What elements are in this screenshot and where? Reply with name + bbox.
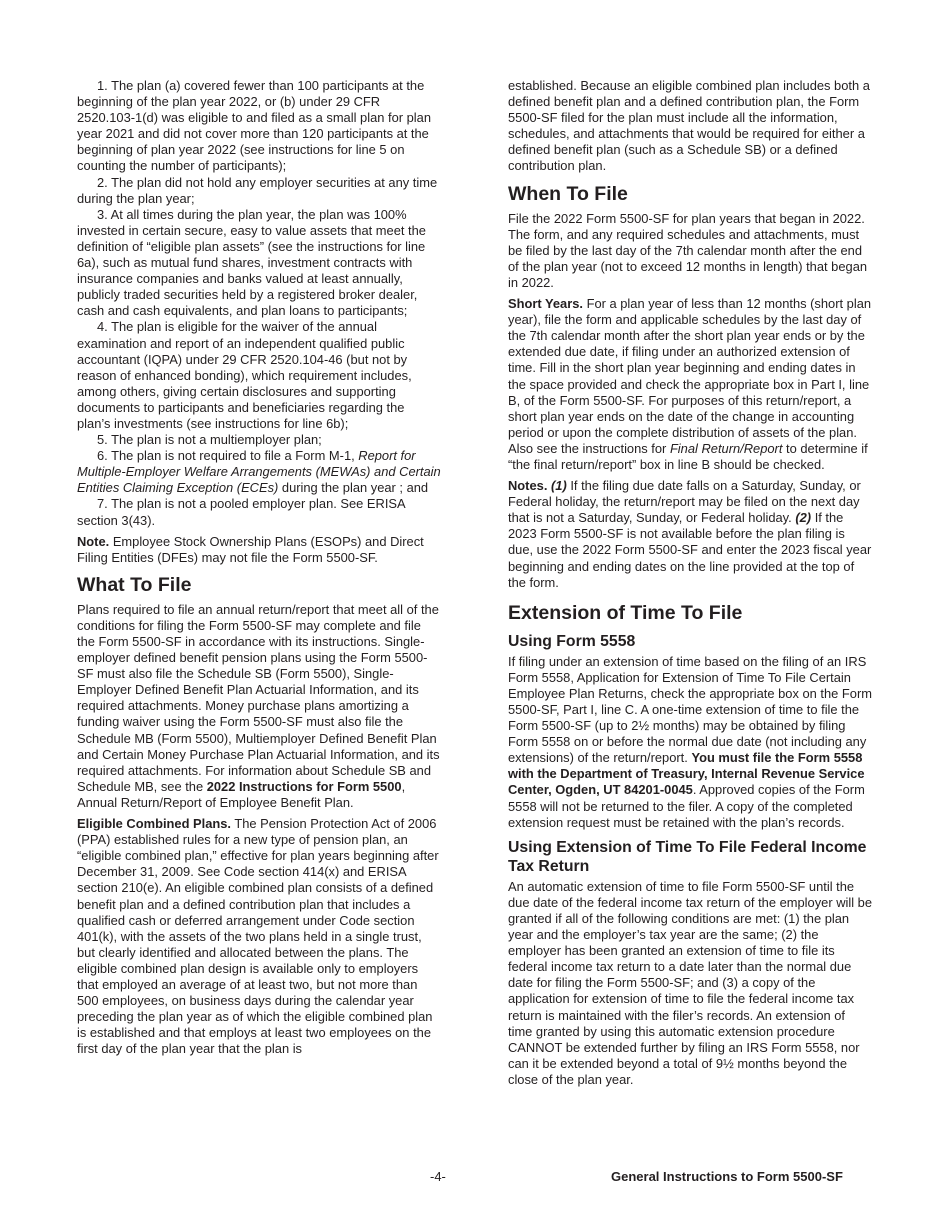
extension-heading: Extension of Time To File — [508, 601, 743, 624]
condition-4: 4. The plan is eligible for the waiver of the annual examination and report of an independent qualified public accountant (IQPA) under 29 CFR 2520.104-46 (but not by reason of enhanced bonding), which requirement includes, among others, giving certain disclosures and supporting documents to participants and beneficiaries regarding the plan’s investments (see instructions for line 6b); — [77, 319, 412, 431]
federal-extension-paragraph: An automatic extension of time to file Form 5500-SF until the due date of the federal income tax return of the employer will be granted if all of the following conditions are met: (1) the plan year and the employer’s tax year are the same; (2) the employer has been granted an extension of time to file its federal income tax return to a date later than the normal due date for filing the Form 5500-SF; and (3) a copy of the application for extension of time to file the federal income tax return is maintained with the filer’s records. An extension of time granted by using this automatic extension procedure CANNOT be extended further by filing an IRS Form 5558, nor can it be extended beyond a total of 9½ months beyond the close of the plan year. — [508, 878, 873, 1087]
note-paragraph: Note. Employee Stock Ownership Plans (ESOPs) and Direct Filing Entities (DFEs) may not file the Form 5500-SF. — [77, 533, 424, 565]
left-column — [77, 78, 441, 1057]
condition-2: 2. The plan did not hold any employer securities at any time during the plan year; — [77, 174, 438, 206]
short-years-label: Short Years. — [508, 296, 583, 312]
when-to-file-paragraph: File the 2022 Form 5500-SF for plan years that began in 2022. The form, and any required schedules and attachments, must be filed by the last day of the 7th calendar month after the end of the plan year (not to exceed 12 months in length) that began in 2022. — [508, 210, 868, 290]
filing-address: You must file the Form 5558 with the Department of Treasury, Internal Revenue Service Center, Ogden, UT 84201-0045 — [508, 750, 865, 798]
what-to-file-heading: What To File — [77, 573, 192, 596]
condition-7: 7. The plan is not a pooled employer plan. See ERISA section 3(43). — [77, 496, 405, 528]
what-to-file-paragraph: Plans required to file an annual return/report that meet all of the conditions for filing the Form 5500-SF may complete and file the Form 5500-SF in accordance with its instructions. Single-employer defined benefit pension plans using the Form 5500-SF must also file the Schedule SB (Form 5500), Single-Employer Defined Benefit Plan Actuarial Information, and its required attachments. Money purchase plans amortizing a funding waiver using the Form 5500-SF must also file the Schedule MB (Form 5500), Multiemployer Defined Benefit Plan and Certain Money Purchase Plan Actuarial Information, and its required attachments. For information about Schedule SB and Schedule MB, see the 2022 Instructions for Form 5500, Annual Return/Report of Employee Benefit Plan. — [77, 601, 440, 810]
condition-3: 3. At all times during the plan year, the plan was 100% invested in certain secure, easy to value assets that meet the definition of “eligible plan assets” (see the instructions for line 6a), such as mutual fund shares, investment contracts with insurance companies and banks valued at least annually, publicly traded securities held by a registered broker dealer, cash and cash equivalents, and plan loans to participants; — [77, 206, 426, 319]
condition-5: 5. The plan is not a multiemployer plan; — [97, 432, 322, 448]
form-m1-title: Report for Multiple-Employer Welfare Arrangements (MEWAs) and Certain Entities Claiming Exception (ECEs) — [77, 448, 441, 496]
footer-title: General Instructions to Form 5500-SF — [611, 1169, 843, 1184]
condition-6: 6. The plan is not required to file a Form M-1, Report for Multiple-Employer Welfare Arrangements (MEWAs) and Certain Entities Claiming Exception (ECEs) during the plan year ; and — [77, 448, 441, 496]
notes-paragraph: Notes. (1) If the filing due date falls on a Saturday, Sunday, or Federal holiday, the return/report may be filed on the next day that is not a Saturday, Sunday, or Federal holiday. (2) If the 2023 Form 5500-SF is not available before the plan filing is due, use the 2022 Form 5500-SF and enter the 2023 fiscal year beginning and ending dates on the line provided at the top of the form. — [508, 478, 872, 590]
when-to-file-heading: When To File — [508, 182, 628, 205]
instructions-reference: 2022 Instructions for Form 5500 — [206, 778, 402, 794]
eligible-combined-plans-paragraph: Eligible Combined Plans. The Pension Protection Act of 2006 (PPA) established rules for a new type of pension plan, an “eligible combined plan,” effective for plan years beginning after December 31, 2009. See Code section 414(x) and ERISA section 210(e). An eligible combined plan consists of a defined benefit plan and a defined contribution plan that includes a qualified cash or deferred arrangement under Code section 401(k), with the assets of the two plans held in a single trust, but clearly identified and allocated between the plans. The eligible combined plan design is available only to employers that employed an average of at least two, but not more than 500 employees, on business days during the calendar year preceding the plan year as of which the eligible combined plan is established and that employs at least two employees on the first day of the plan year that the plan is — [77, 816, 439, 1057]
page-number: -4- — [430, 1169, 446, 1184]
short-years-paragraph: Short Years. For a plan year of less than 12 months (short plan year), file the form and applicable schedules by the last day of the 7th calendar month after the short plan year ends or by the extended due date, if filing under an authorized extension of time. Fill in the short plan year beginning and ending dates in the space provided and check the appropriate box in Part I, line B, of the Form 5500-SF. For purposes of this return/report, a short plan year ends on the date of the change in accounting period or upon the complete distribution of assets of the plan. Also see the instructions for Final Return/Report to determine if “the final return/report” box in line B should be checked. — [508, 296, 872, 472]
notes-label: Notes. — [508, 478, 548, 494]
final-return-reference: Final Return/Report — [669, 440, 783, 456]
right-column — [508, 78, 872, 1088]
continued-paragraph: established. Because an eligible combined plan includes both a defined benefit plan and a defined contribution plan, the Form 5500-SF filed for the plan must include all the information, schedules, and attachments that would be required for either a defined benefit plan (such as a Schedule SB) or a defined contribution plan. — [508, 78, 870, 174]
using-form-5558-paragraph: If filing under an extension of time based on the filing of an IRS Form 5558, Application for Extension of Time To File Certain Employee Plan Returns, check the appropriate box on the Form 5500-SF, Part I, line C. A one-time extension of time to file the Form 5500-SF (up to 2½ months) may be obtained by filing Form 5558 on or before the normal due date (not including any extensions) of the return/report. You must file the Form 5558 with the Department of Treasury, Internal Revenue Service Center, Ogden, UT 84201-0045. Approved copies of the Form 5558 will not be returned to the filer. A copy of the completed extension request must be retained with the plan’s records. — [508, 653, 872, 830]
note-label: Note. — [77, 533, 110, 549]
using-form-5558-heading: Using Form 5558 — [508, 632, 636, 650]
condition-1: 1. The plan (a) covered fewer than 100 participants at the beginning of the plan year 2022, or (b) under 29 CFR 2520.103-1(d) was eligible to and filed as a small plan for plan year 2021 and did not cover more than 120 participants at the beginning of plan year 2022 (see instructions for line 5 on counting the number of participants); — [77, 78, 431, 174]
eligible-combined-plans-label: Eligible Combined Plans. — [77, 816, 231, 832]
federal-extension-heading: Using Extension of Time To File Federal Income Tax Return — [508, 838, 867, 875]
